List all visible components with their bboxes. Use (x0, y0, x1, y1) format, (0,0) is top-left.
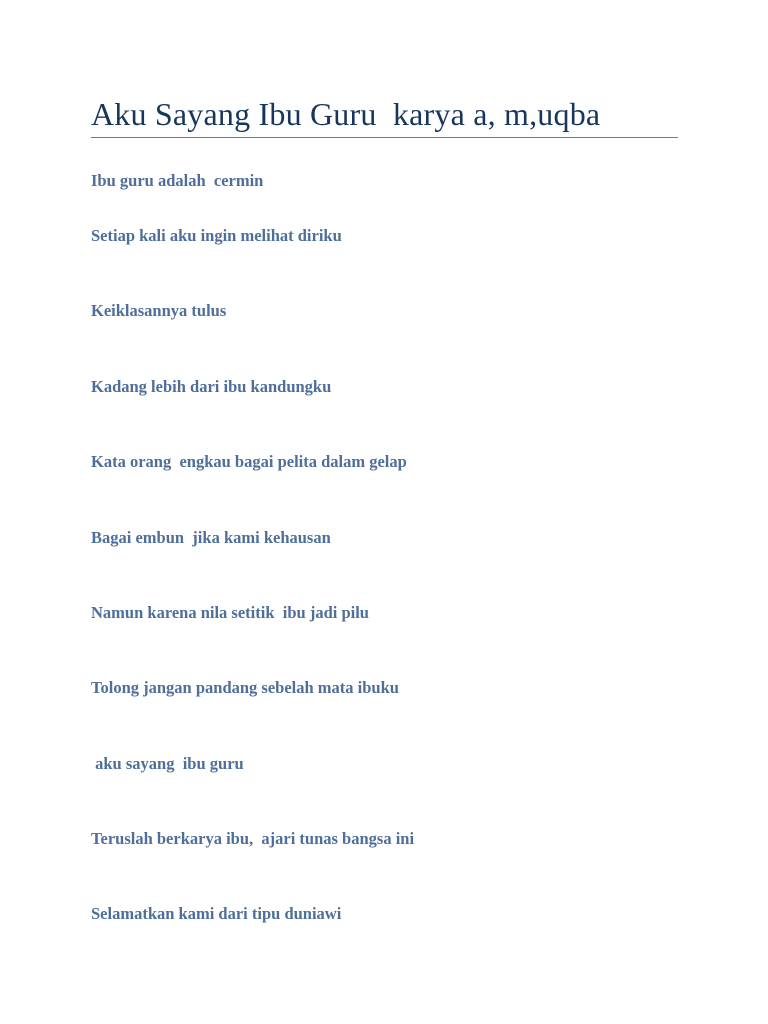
poem-line-1: Ibu guru adalah cermin (91, 171, 264, 190)
poem-line-4: Kadang lebih dari ibu kandungku (91, 377, 332, 396)
title-underline-rule (91, 137, 678, 138)
poem-line-5: Kata orang engkau bagai pelita dalam gelap (91, 452, 407, 471)
poem-line-7: Namun karena nila setitik ibu jadi pilu (91, 603, 369, 622)
poem-line-11: Selamatkan kami dari tipu duniawi (91, 904, 342, 923)
poem-line-8: Tolong jangan pandang sebelah mata ibuku (91, 678, 399, 697)
poem-line-9: aku sayang ibu guru (91, 754, 244, 773)
poem-line-3: Keiklasannya tulus (91, 301, 227, 320)
document-title: Aku Sayang Ibu Guru karya a, m,uqba (91, 96, 601, 132)
poem-line-10: Teruslah berkarya ibu, ajari tunas bangsa ini (91, 829, 415, 848)
poem-line-6: Bagai embun jika kami kehausan (91, 528, 331, 547)
poem-line-2: Setiap kali aku ingin melihat diriku (91, 226, 342, 245)
